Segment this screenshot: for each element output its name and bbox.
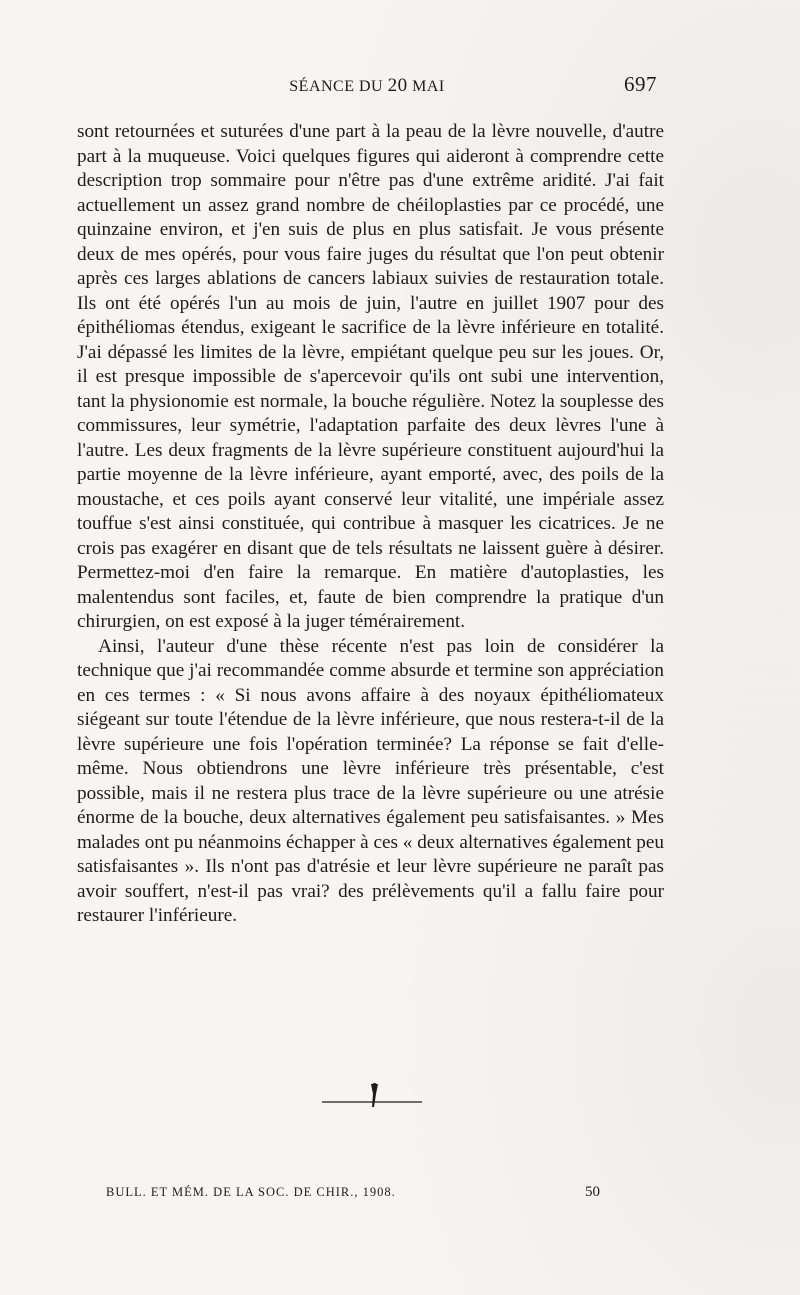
running-title-prefix: SÉANCE DU bbox=[289, 78, 384, 95]
signature-text: BULL. ET MÉM. DE LA SOC. DE CHIR., 1908. bbox=[106, 1185, 396, 1199]
paragraph: sont retournées et suturées d'une part à la peau de la lèvre nouvelle, d'autre part à la muqueuse. Voici quelques figures qui aideront à comprendre cette description trop sommaire pour n'être pas d'une extrême aridité. J'ai fait actuellement un assez grand nombre de chéiloplasties par ce procédé, une quinzaine environ, et j'en suis de plus en plus satisfait. Je vous présente deux de mes opérés, pour vous faire juges du résultat que l'on peut obtenir après ces larges ablations de cancers labiaux suivies de restauration totale. Ils ont été opérés l'un au mois de juin, l'autre en juillet 1907 pour des épithéliomas étendus, exigeant le sacrifice de la lèvre inférieure en totalité. J'ai dépassé les limites de la lèvre, empiétant quelque peu sur les joues. Or, il est presque impossible de s'apercevoir qu'ils ont subi une intervention, tant la physionomie est normale, la bouche régulière. Notez la souplesse des commissures, leur symétrie, l'adaptation parfaite des deux lèvres l'une à l'autre. Les deux fragments de la lèvre supérieure constituent aujourd'hui la partie moyenne de la lèvre inférieure, ayant emporté, avec, des poils de la moustache, et ces poils ayant conservé leur vitalité, une impériale assez touffue s'est ainsi constituée, qui contribue à masquer les cicatrices. Je ne crois pas exagérer en disant que de tels résultats ne laissent guère à désirer. Permettez-moi d'en faire la remarque. En matière d'autoplasties, les malentendus sont faciles, et, faute de bien comprendre la pratique d'un chirurgien, on est exposé à la juger témérairement. bbox=[77, 121, 664, 632]
running-title bbox=[77, 75, 657, 97]
paragraph: Ainsi, l'auteur d'une thèse récente n'est pas loin de considérer la technique que j'ai recommandée comme absurde et termine son appréciation en ces termes : « Si nous avons affaire à des noyaux épithéliomateux siégeant sur toute l'étendue de la lèvre inférieure, que nous restera-t-il de la lèvre supérieure une fois l'opération terminée? La réponse se fait d'elle-même. Nous obtiendrons une lèvre inférieure très présentable, c'est possible, mais il ne restera plus trace de la lèvre supérieure ou une atrésie énorme de la bouche, deux alternatives également peu satisfaisantes. » Mes malades ont pu néanmoins échapper à ces « deux alternatives également peu satisfaisantes ». Ils n'ont pas d'atrésie et leur lèvre supérieure ne paraît pas avoir souffert, n'est-il pas vrai? des prélèvements qu'il a fallu faire pour restaurer l'inférieure. bbox=[77, 635, 664, 926]
end-ornament-icon bbox=[322, 1078, 422, 1108]
running-head bbox=[77, 72, 657, 96]
running-title-day: 20 bbox=[387, 75, 408, 96]
page-number: 697 bbox=[624, 72, 657, 96]
signature-number: 50 bbox=[585, 1184, 600, 1200]
running-title-suffix: MAI bbox=[412, 78, 445, 95]
footer-signature bbox=[106, 1185, 600, 1205]
body-text bbox=[77, 120, 664, 929]
